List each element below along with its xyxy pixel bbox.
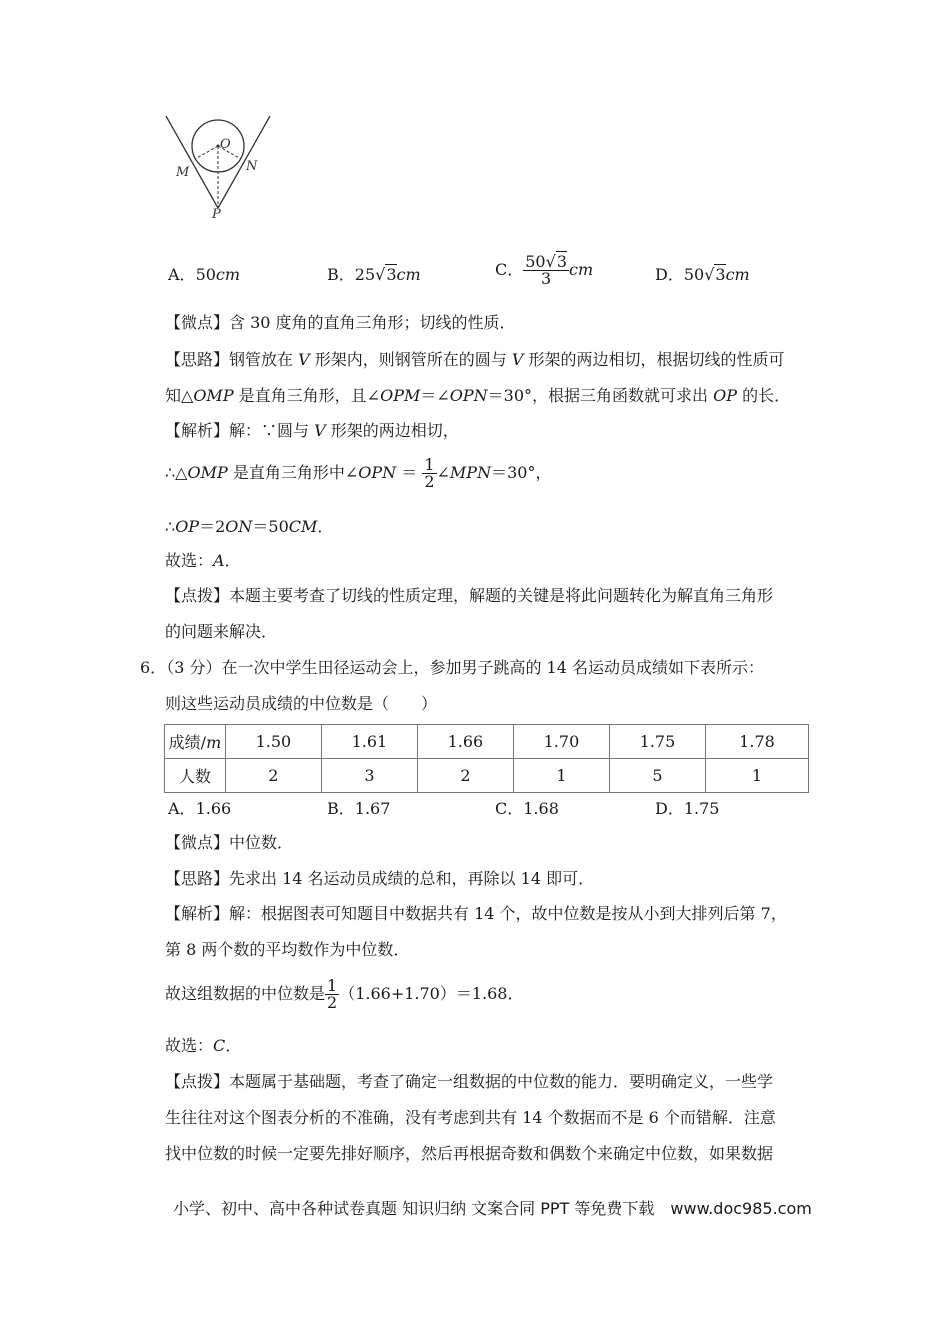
q6-jiexi-line-2: 第 8 两个数的平均数作为中位数．	[165, 940, 410, 959]
count-cell: 5	[609, 759, 705, 793]
q6-option-a: A．1.66	[168, 799, 232, 818]
count-cell: 1	[705, 759, 808, 793]
q5-solution-step-3: ∴OP＝2ON＝50CM．	[165, 517, 334, 536]
q6-dianbo-line-1: 【点拨】本题属于基础题，考查了确定一组数据的中位数的能力．要明确定义，一些学	[165, 1072, 774, 1091]
q5-jiexi-line-1: 【解析】解：∵圆与 V 形架的两边相切，	[165, 421, 459, 440]
q6-dianbo-line-2: 生往往对这个图表分析的不准确，没有考虑到共有 14 个数据而不是 6 个而错解．注意	[165, 1108, 776, 1127]
option-c-fraction: $\frac{50√3}{3}$	[525, 252, 567, 288]
score-cell: 1.50	[225, 725, 321, 759]
q6-stem-line-2: 则这些运动员成绩的中位数是（ ）	[165, 694, 438, 713]
score-cell: 1.61	[321, 725, 417, 759]
label-o: O	[220, 137, 231, 152]
q5-option-b: B．25√3cm	[327, 265, 421, 284]
v-frame-right-arm	[218, 116, 270, 208]
half-fraction: $\frac{1}{2}$	[424, 455, 435, 491]
q6-option-c: C．1.68	[495, 799, 559, 818]
label-p: P	[212, 207, 221, 220]
q5-option-a: A．50cm	[168, 265, 241, 284]
q6-option-b: B．1.67	[327, 799, 391, 818]
q6-jiexi-line-1: 【解析】解：根据图表可知题目中数据共有 14 个，故中位数是按从小到大排列后第 7，	[165, 904, 787, 923]
q6-stem-line-1: 6．（3 分）在一次中学生田径运动会上，参加男子跳高的 14 名运动员成绩如下表所示：	[140, 658, 764, 677]
v-frame-circle-figure	[160, 108, 280, 220]
q5-answer-choice: 故选：A．	[165, 551, 241, 570]
q6-answer-choice: 故选：C．	[165, 1036, 242, 1055]
q5-solution-step-2: ∴△OMP 是直角三角形中∠OPN ＝ $\frac{1}{2}$ ∠MPN＝30°，	[165, 455, 552, 491]
q6-option-d: D．1.75	[655, 799, 720, 818]
page-footer: 小学、初中、高中各种试卷真题 知识归纳 文案合同 PPT 等免费下载 www.doc985.com	[173, 1199, 812, 1218]
q5-dianbo-line-2: 的问题来解决．	[165, 622, 278, 641]
q5-silu-line-1: 【思路】钢管放在 V 形架内，则钢管所在的圆与 V 形架的两边相切，根据切线的性质可	[165, 350, 785, 369]
radius-om	[195, 146, 218, 159]
score-cell: 1.75	[609, 725, 705, 759]
q5-silu-line-2: 知△OMP 是直角三角形，且∠OPM＝∠OPN＝30°，根据三角函数就可求出 OP 的长．	[165, 386, 791, 405]
q6-silu: 【思路】先求出 14 名运动员成绩的总和，再除以 14 即可．	[165, 869, 595, 888]
q6-weidian: 【微点】中位数．	[165, 833, 294, 852]
q5-dianbo-line-1: 【点拨】本题主要考查了切线的性质定理，解题的关键是将此问题转化为解直角三角形	[165, 586, 774, 605]
q5-weidian: 【微点】含 30 度角的直角三角形；切线的性质．	[165, 313, 516, 332]
count-cell: 3	[321, 759, 417, 793]
v-frame-left-arm	[166, 116, 218, 208]
q5-option-c: C． $\frac{50√3}{3}$ cm	[495, 252, 594, 288]
count-cell: 2	[225, 759, 321, 793]
label-m: M	[176, 165, 190, 180]
q6-score-table	[164, 724, 809, 793]
label-n: N	[246, 159, 258, 174]
table-row	[165, 725, 809, 759]
table-header-score: 成绩/m	[165, 725, 226, 759]
half-fraction: $\frac{1}{2}$	[327, 976, 338, 1012]
q5-option-d: D．50√3cm	[655, 265, 750, 284]
score-cell: 1.70	[513, 725, 609, 759]
table-row	[165, 759, 809, 793]
q6-dianbo-line-3: 找中位数的时候一定要先排好顺序，然后再根据奇数和偶数个来确定中位数，如果数据	[165, 1144, 774, 1163]
score-cell: 1.66	[417, 725, 513, 759]
count-cell: 1	[513, 759, 609, 793]
count-cell: 2	[417, 759, 513, 793]
table-header-count: 人数	[165, 759, 226, 793]
score-cell: 1.78	[705, 725, 808, 759]
q6-median-result: 故这组数据的中位数是 $\frac{1}{2}$ （1.66+1.70）＝1.68．	[165, 976, 524, 1012]
